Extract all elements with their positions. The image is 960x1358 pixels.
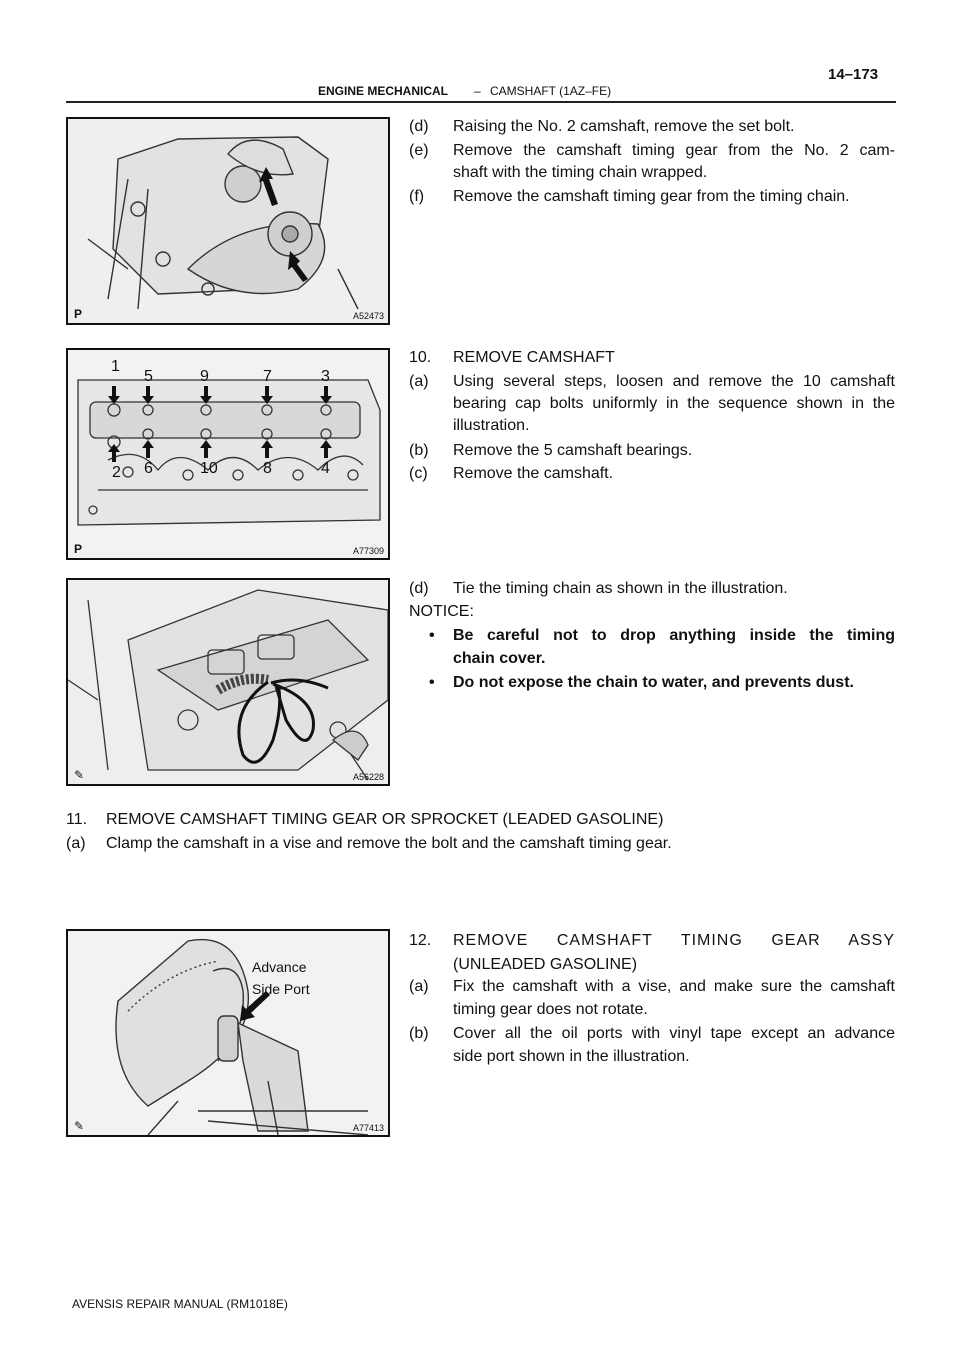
label-a: (a)	[409, 978, 429, 995]
engine-top-illustration	[68, 119, 388, 323]
bolt-number: 6	[144, 460, 153, 477]
label-a: (a)	[66, 835, 86, 852]
notice-bullet1-line1: Be careful not to drop anything inside the timing	[453, 627, 895, 644]
label-a: (a)	[409, 373, 429, 390]
page-number: 14–173	[828, 66, 879, 83]
callout-advance: Advance	[252, 959, 307, 975]
step12-title1: REMOVE CAMSHAFT TIMING GEAR ASSY	[453, 932, 895, 949]
notice-bullet1-line2: chain cover.	[453, 650, 546, 667]
figure-bolt-sequence	[66, 348, 390, 560]
step10-a-text3: illustration.	[453, 417, 530, 434]
figure-camshaft-gear-removal	[66, 117, 390, 325]
step11-number: 11.	[66, 811, 88, 828]
figure-mark: ✎	[74, 768, 85, 782]
step10-a-text2: bearing cap bolts uniformly in the sequence shown in the	[453, 395, 895, 412]
camshaft-gear-illustration	[68, 931, 388, 1135]
bolt-number: 3	[321, 368, 330, 385]
header-subsection: CAMSHAFT (1AZ–FE)	[490, 84, 612, 98]
bolt-number: 4	[321, 460, 330, 477]
label-d: (d)	[409, 580, 429, 597]
bolt-number: 7	[263, 368, 272, 385]
step10-a-text1: Using several steps, loosen and remove the 10 camshaft	[453, 373, 895, 390]
figure-code: A77309	[352, 546, 384, 556]
figure-advance-side-port	[66, 929, 390, 1137]
label-d: (d)	[409, 118, 429, 135]
bolt-number: 1	[111, 358, 120, 375]
step12-b-text2: side port shown in the illustration.	[453, 1048, 690, 1065]
step10-number: 10.	[409, 349, 432, 366]
label-c: (c)	[409, 465, 428, 482]
figure-code: A56228	[352, 772, 384, 782]
step12-title2: (UNLEADED GASOLINE)	[453, 956, 638, 973]
bullet: •	[429, 627, 435, 644]
footer-manual-title: AVENSIS REPAIR MANUAL (RM1018E)	[72, 1297, 288, 1311]
step11-title: REMOVE CAMSHAFT TIMING GEAR OR SPROCKET (LEADED GASOLINE)	[106, 811, 664, 828]
notice-bullet2: Do not expose the chain to water, and prevents dust.	[453, 674, 854, 691]
bolt-number: 10	[200, 460, 218, 477]
timing-chain-illustration	[68, 580, 388, 784]
step10-title: REMOVE CAMSHAFT	[453, 349, 615, 366]
label-b: (b)	[409, 442, 429, 459]
step-e-text1: Remove the camshaft timing gear from the No. 2 cam-	[453, 142, 895, 159]
header-separator: –	[474, 84, 481, 98]
callout-side-port: Side Port	[252, 981, 310, 997]
bolt-number: 2	[112, 464, 121, 481]
step11-a-text: Clamp the camshaft in a vise and remove the bolt and the camshaft timing gear.	[106, 835, 672, 852]
figure-code: A77413	[352, 1123, 384, 1133]
label-b: (b)	[409, 1025, 429, 1042]
step-f-text: Remove the camshaft timing gear from the timing chain.	[453, 188, 850, 205]
block3-d-text: Tie the timing chain as shown in the illustration.	[453, 580, 788, 597]
bullet: •	[429, 674, 435, 691]
bolt-number: 5	[144, 368, 153, 385]
step10-c-text: Remove the camshaft.	[453, 465, 614, 482]
step-e-text2: shaft with the timing chain wrapped.	[453, 164, 708, 181]
step10-b-text: Remove the 5 camshaft bearings.	[453, 442, 693, 459]
figure-tie-timing-chain	[66, 578, 390, 786]
figure-mark: P	[74, 542, 83, 556]
header-rule	[66, 101, 896, 103]
header-section: ENGINE MECHANICAL	[318, 84, 449, 98]
step12-b-text1: Cover all the oil ports with vinyl tape except an advance	[453, 1025, 895, 1042]
bolt-number: 8	[263, 460, 272, 477]
cylinder-head-illustration	[68, 350, 388, 558]
figure-code: A52473	[352, 311, 384, 321]
figure-mark: ✎	[74, 1119, 85, 1133]
step12-number: 12.	[409, 932, 432, 949]
step12-a-text2: timing gear does not rotate.	[453, 1001, 648, 1018]
notice-heading: NOTICE:	[409, 603, 474, 620]
bolt-number: 9	[200, 368, 209, 385]
label-f: (f)	[409, 188, 425, 205]
step-d-text: Raising the No. 2 camshaft, remove the set bolt.	[453, 118, 795, 135]
step12-a-text1: Fix the camshaft with a vise, and make sure the camshaft	[453, 978, 895, 995]
label-e: (e)	[409, 142, 429, 159]
figure-mark: P	[74, 307, 83, 321]
